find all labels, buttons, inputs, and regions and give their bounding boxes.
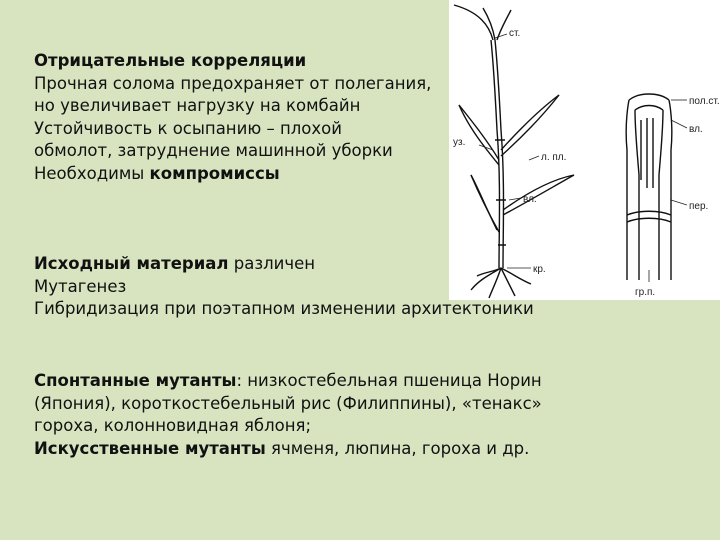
text-line xyxy=(34,438,542,461)
label-kr: кр. xyxy=(533,264,546,275)
text-bold: Спонтанные мутанты xyxy=(34,371,237,390)
text-line: (Япония), короткостебельный рис (Филиппины), «тенакс» xyxy=(34,393,542,413)
text-line: Мутагенез xyxy=(34,276,127,296)
label-vl2: вл. xyxy=(689,124,703,135)
text-bold: Исходный материал xyxy=(34,254,229,273)
label-polst: пол.ст. xyxy=(689,96,720,107)
heading-correlations: Отрицательные корреляции xyxy=(34,51,307,70)
label-uz: уз. xyxy=(453,137,466,148)
label-grp: гр.п. xyxy=(635,287,656,298)
text-line xyxy=(34,163,431,186)
text-line xyxy=(34,253,534,276)
text-line: Гибридизация при поэтапном изменении архитектоники xyxy=(34,299,534,318)
stem-section-drawing xyxy=(626,94,672,280)
text-bold: Искусственные мутанты xyxy=(34,438,266,458)
paragraph-mutants xyxy=(34,370,542,460)
paragraph-correlations xyxy=(34,50,431,185)
text-fragment: ячменя, люпина, гороха и др. xyxy=(265,438,530,458)
label-per: пер. xyxy=(689,201,709,212)
label-vl: вл. xyxy=(523,194,537,205)
text-bold: компромиссы xyxy=(149,163,280,183)
text-fragment: различен xyxy=(228,254,316,273)
text-fragment: : низкостебельная пшеница Норин xyxy=(236,371,542,390)
text-line: Устойчивость к осыпанию – плохой xyxy=(34,118,342,138)
text-line: но увеличивает нагрузку на комбайн xyxy=(34,96,361,115)
paragraph-material xyxy=(34,253,534,321)
text-line: гороха, колонновидная яблоня; xyxy=(34,416,312,435)
text-line: Прочная солома предохраняет от полегания, xyxy=(34,73,432,93)
text-fragment: Необходимы xyxy=(34,163,150,183)
text-line: обмолот, затруднение машинной уборки xyxy=(34,141,393,160)
label-st: ст. xyxy=(509,28,521,39)
label-lpl: л. пл. xyxy=(541,152,567,163)
text-line xyxy=(34,370,542,393)
